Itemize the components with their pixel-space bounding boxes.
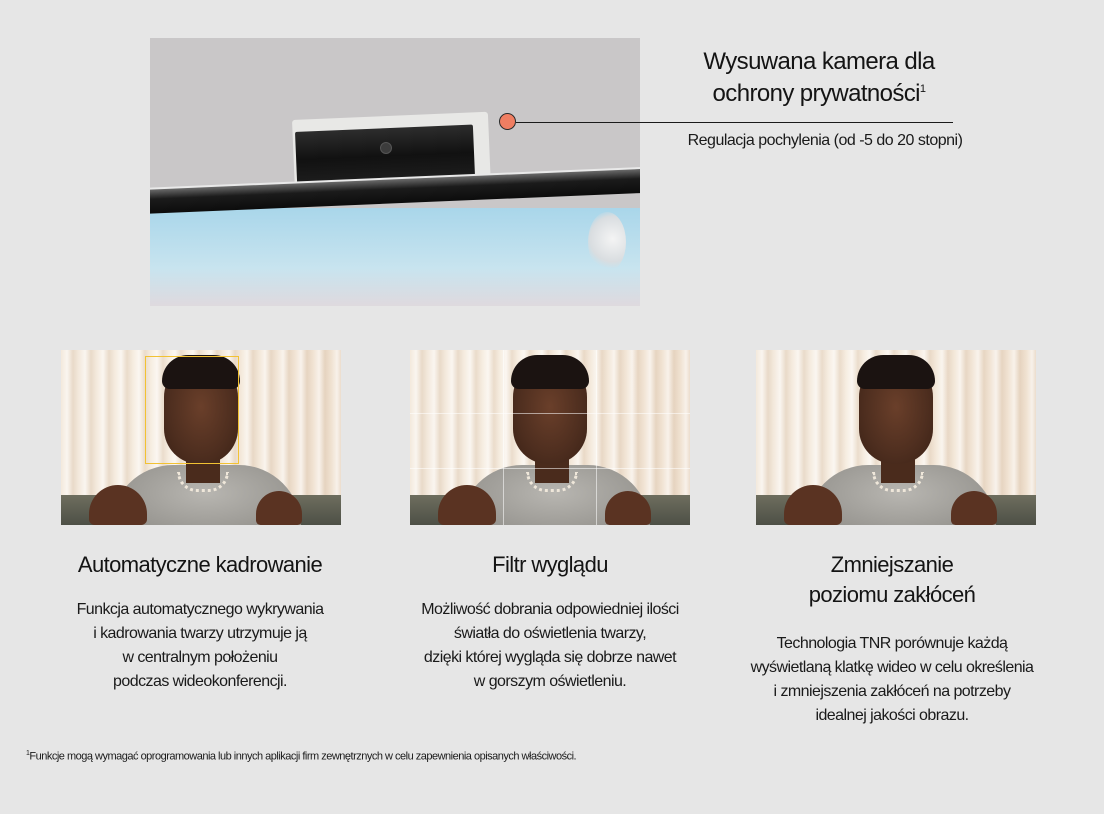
callout-line	[516, 122, 953, 123]
hero-footnote-mark: 1	[919, 83, 926, 95]
grid-line	[596, 350, 597, 525]
hero-title-line-2-text: ochrony prywatności	[712, 80, 920, 107]
auto-framing-photo	[61, 350, 341, 525]
grid-line	[410, 413, 690, 414]
hero-subtitle: Regulacja pochylenia (od -5 do 20 stopni)	[687, 132, 963, 149]
hero-monitor-image	[150, 38, 640, 306]
feature-desc-line: w centralnym położeniu	[122, 649, 278, 666]
footnote-mark: 1	[26, 750, 30, 757]
feature-desc-line: i zmniejszenia zakłóceń na potrzeby	[773, 683, 1011, 700]
feature-title-line: poziomu zakłóceń	[808, 582, 976, 607]
footnote	[26, 750, 576, 763]
feature-desc-line: Technologia TNR porównuje każdą	[776, 635, 1008, 652]
feature-desc-line: Funkcja automatycznego wykrywania	[76, 601, 324, 618]
feature-title-auto-framing	[30, 550, 370, 580]
callout-dot-icon	[499, 113, 516, 130]
feature-desc-line: i kadrowania twarzy utrzymuje ją	[93, 625, 307, 642]
feature-desc-line: dzięki której wygląda się dobrze nawet	[423, 649, 677, 666]
person-hair	[857, 355, 935, 389]
feature-desc-noise-reduction	[702, 632, 1082, 728]
grid-line	[410, 468, 690, 469]
feature-desc-line: idealnej jakości obrazu.	[815, 707, 969, 724]
face-detection-box	[145, 356, 239, 464]
person-hair	[511, 355, 589, 389]
feature-desc-appearance-filter	[370, 598, 730, 694]
footnote-text: Funkcje mogą wymagać oprogramowania lub innych aplikacji firm zewnętrznych w celu zapewnienia opisanych właściwości.	[29, 750, 577, 763]
feature-desc-line: podczas wideokonferencji.	[113, 673, 287, 690]
feature-title-appearance-filter	[380, 550, 720, 580]
feature-desc-line: Możliwość dobrania odpowiedniej ilości	[421, 601, 679, 618]
screen-sky	[150, 208, 640, 306]
feature-title-line: Automatyczne kadrowanie	[77, 552, 323, 577]
moon-graphic	[588, 212, 626, 272]
hero-title-line-1: Wysuwana kamera dla	[703, 48, 935, 75]
feature-title-line: Filtr wyglądu	[492, 552, 608, 577]
feature-desc-line: wyświetlaną klatkę wideo w celu określenia	[750, 659, 1034, 676]
feature-title-noise-reduction	[722, 550, 1062, 610]
hero-title	[660, 46, 978, 110]
feature-desc-line: światła do oświetlenia twarzy,	[453, 625, 647, 642]
feature-title-line: Zmniejszanie	[830, 552, 954, 577]
feature-desc-auto-framing	[20, 598, 380, 694]
grid-line	[503, 350, 504, 525]
hero-title-line-2	[660, 78, 978, 110]
camera-lens	[380, 142, 392, 154]
noise-reduction-photo	[756, 350, 1036, 525]
feature-desc-line: w gorszym oświetleniu.	[473, 673, 627, 690]
appearance-filter-photo	[410, 350, 690, 525]
